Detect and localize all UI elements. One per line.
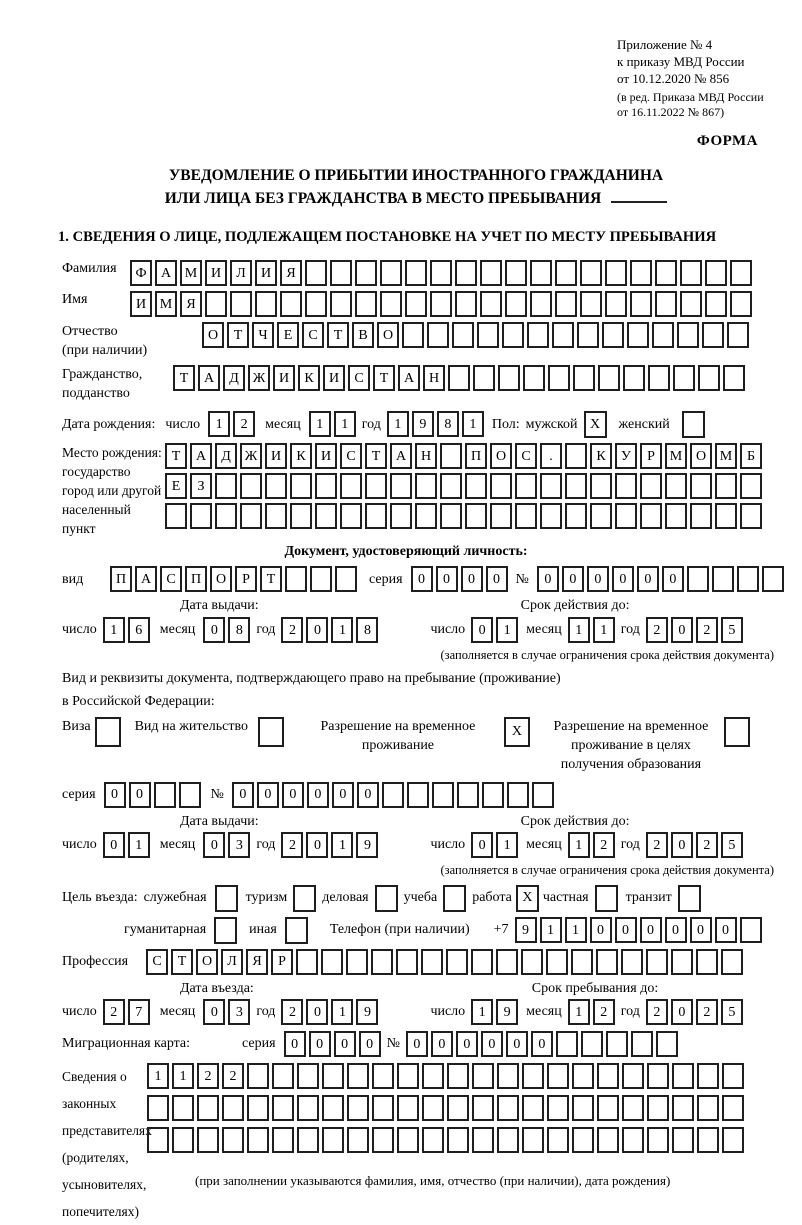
purpose-option-label: работа xyxy=(472,890,512,906)
doc-title-line2: ИЛИ ЛИЦА БЕЗ ГРАЖДАНСТВА В МЕСТО ПРЕБЫВАНИЯ xyxy=(42,187,790,210)
month-label: месяц xyxy=(526,622,562,638)
birthdate-day-label: число xyxy=(165,416,201,432)
citizenship-cells: Т А Д Ж И К И С Т А Н xyxy=(173,365,745,391)
birthdate-year-cells: 1 9 8 1 xyxy=(387,411,484,437)
option-visa-label: Виза xyxy=(62,718,91,734)
month-label: месяц xyxy=(159,1004,196,1020)
identity-doc-expiry-heading: Срок действия до: xyxy=(520,598,630,614)
purpose-study-checkbox xyxy=(443,885,466,912)
migration-card-row xyxy=(62,1031,790,1057)
residence-doc-number-cells: 0 0 0 0 0 0 xyxy=(232,782,554,808)
doc-title-line1: УВЕДОМЛЕНИЕ О ПРИБЫТИИ ИНОСТРАННОГО ГРАЖДАНИНА xyxy=(168,166,664,184)
residence-doc-series-cells: 0 0 xyxy=(104,782,201,808)
residence-doc-series-label: серия xyxy=(62,786,96,802)
doc-title xyxy=(42,165,790,210)
annex-line-edition: (в ред. Приказа МВД России xyxy=(617,90,764,104)
representatives-cells-line3 xyxy=(147,1127,744,1153)
sex-male-checkbox: X xyxy=(584,411,607,438)
identity-issue-day-cells: 1 6 xyxy=(103,617,150,643)
birthdate-row xyxy=(62,411,790,438)
purpose-humanitarian-checkbox xyxy=(214,917,237,944)
annex-line-edition: от 16.11.2022 № 867) xyxy=(617,105,725,119)
residence-doc-expiry-heading: Срок действия до: xyxy=(520,813,630,829)
residence-doc-issue-heading: Дата выдачи: xyxy=(180,813,259,829)
identity-doc-date-headings xyxy=(62,597,790,615)
firstname-label: Имя xyxy=(62,291,88,307)
purpose-tourism-checkbox xyxy=(293,885,316,912)
profession-row xyxy=(62,949,790,975)
year-label: год xyxy=(256,622,276,638)
representatives-cells-line2 xyxy=(147,1095,744,1121)
residence-doc-number-label: № xyxy=(210,786,224,802)
birthdate-label: Дата рождения: xyxy=(62,416,156,432)
annex-reference xyxy=(617,36,802,120)
year-label: год xyxy=(620,837,640,853)
birthdate-month-cells: 1 1 xyxy=(309,411,356,437)
identity-expiry-month-cells: 1 1 xyxy=(568,617,615,643)
birthplace-label: Место рождения: государство город или другой населенный пункт xyxy=(62,444,162,536)
day-label: число xyxy=(430,837,466,853)
purpose-official-checkbox xyxy=(215,885,238,912)
citizenship-row xyxy=(62,365,790,403)
residence-doc-options xyxy=(62,717,790,774)
phone-label: Телефон (при наличии) xyxy=(329,922,470,938)
option-temp-residence-checkbox: X xyxy=(504,717,530,747)
entry-day-cells: 2 7 xyxy=(103,999,150,1025)
option-temp-residence-label: Разрешение на временное проживание xyxy=(320,718,476,753)
identity-doc-heading: Документ, удостоверяющий личность: xyxy=(284,543,528,559)
month-label: месяц xyxy=(526,1004,562,1020)
month-label: месяц xyxy=(159,837,196,853)
purpose-option-label: транзит xyxy=(625,890,672,906)
residence-doc-note: (заполняется в случае ограничения срока действия документа) xyxy=(440,863,774,878)
surname-row xyxy=(62,260,790,286)
purpose-option-label: иная xyxy=(249,922,277,938)
purpose-option-label: гуманитарная xyxy=(124,922,207,938)
stay-month-cells: 1 2 xyxy=(568,999,615,1025)
section1-heading: 1. СВЕДЕНИЯ О ЛИЦЕ, ПОДЛЕЖАЩЕМ ПОСТАНОВКЕ НА УЧЕТ ПО МЕСТУ ПРЕБЫВАНИЯ xyxy=(58,228,717,245)
residence-doc-intro2: в Российской Федерации: xyxy=(62,694,215,710)
residence-doc-date-headings xyxy=(62,813,790,831)
entry-month-cells: 0 3 xyxy=(203,999,250,1025)
stay-day-cells: 1 9 xyxy=(471,999,518,1025)
sex-female-checkbox xyxy=(682,411,705,438)
residence-doc-intro1: Вид и реквизиты документа, подтверждающего право на пребывание (проживание) xyxy=(62,670,561,686)
identity-doc-number-cells: 0 0 0 0 0 0 xyxy=(537,566,784,592)
option-visa-checkbox xyxy=(95,717,121,747)
year-label: год xyxy=(620,622,640,638)
option-temp-residence-education-label: Разрешение на временное проживание в целях получения образования xyxy=(553,718,709,772)
option-visa xyxy=(62,717,121,747)
migration-card-series-label: серия xyxy=(242,1036,276,1052)
identity-expiry-day-cells: 0 1 xyxy=(471,617,518,643)
identity-doc-note: (заполняется в случае ограничения срока действия документа) xyxy=(440,647,774,662)
stay-until-heading: Срок пребывания до: xyxy=(531,980,659,996)
identity-expiry-year-cells: 2 0 2 5 xyxy=(646,617,743,643)
identity-doc-series-label: серия xyxy=(369,571,403,587)
purpose-option-label: частная xyxy=(542,890,589,906)
option-temp-residence xyxy=(298,717,530,755)
surname-cells: Ф А М И Л И Я xyxy=(130,260,752,286)
residence-doc-dates-row xyxy=(62,832,790,858)
residence-expiry-month-cells: 1 2 xyxy=(568,832,615,858)
identity-doc-dates-row xyxy=(62,617,790,643)
month-label: месяц xyxy=(159,622,196,638)
representatives-row xyxy=(62,1063,790,1225)
migration-card-label: Миграционная карта: xyxy=(62,1036,191,1052)
sex-male-label: мужской xyxy=(525,416,578,432)
profession-label: Профессия xyxy=(62,953,129,969)
purpose-option-label: учеба xyxy=(403,890,438,906)
identity-doc-kind-row xyxy=(62,566,790,592)
day-label: число xyxy=(62,622,97,638)
representatives-note: (при заполнении указываются фамилия, имя, отчество (при наличии), дата рождения) xyxy=(195,1173,671,1189)
firstname-cells: И М Я xyxy=(130,291,752,317)
entry-date-heading: Дата въезда: xyxy=(180,980,254,996)
purpose-work-checkbox: X xyxy=(516,885,539,912)
title-underline xyxy=(611,187,667,203)
month-label: месяц xyxy=(526,837,562,853)
purpose-option-label: туризм xyxy=(245,890,288,906)
birthdate-year-label: год xyxy=(361,416,381,432)
day-label: число xyxy=(62,1004,97,1020)
entry-date-headings xyxy=(62,980,790,998)
identity-issue-year-cells: 2 0 1 8 xyxy=(281,617,378,643)
profession-cells: С Т О Л Я Р xyxy=(146,949,743,975)
purpose-transit-checkbox xyxy=(678,885,701,912)
identity-doc-issue-heading: Дата выдачи: xyxy=(180,598,259,614)
residence-doc-series-row xyxy=(62,782,790,808)
identity-doc-number-label: № xyxy=(515,571,529,587)
representatives-cells-line1: 1 1 2 2 xyxy=(147,1063,744,1089)
residence-expiry-day-cells: 0 1 xyxy=(471,832,518,858)
purpose-other-checkbox xyxy=(285,917,308,944)
purpose-private-checkbox xyxy=(595,885,618,912)
annex-line: к приказу МВД России xyxy=(617,54,745,69)
option-residence-permit xyxy=(135,717,284,747)
citizenship-label: Гражданство, подданство xyxy=(62,366,143,401)
birthplace-cells-line2: Е З xyxy=(165,473,762,499)
year-label: год xyxy=(620,1004,640,1020)
patronymic-row xyxy=(62,322,790,360)
migration-card-number-cells: 0 0 0 0 0 0 xyxy=(406,1031,678,1057)
phone-prefix: +7 xyxy=(493,922,509,938)
surname-label: Фамилия xyxy=(62,260,117,276)
option-temp-residence-education xyxy=(542,717,750,774)
birthplace-cells-line1: Т А Д Ж И К И С Т А Н П О С . К У Р М О М Б xyxy=(165,443,762,469)
birthplace-cells-line3 xyxy=(165,503,762,529)
option-temp-residence-education-checkbox xyxy=(724,717,750,747)
entry-dates-row xyxy=(62,999,790,1025)
identity-issue-month-cells: 0 8 xyxy=(203,617,250,643)
day-label: число xyxy=(62,837,97,853)
sex-female-label: женский xyxy=(618,416,670,432)
annex-line: от 10.12.2020 № 856 xyxy=(617,71,730,86)
form-label: ФОРМА xyxy=(696,133,758,149)
day-label: число xyxy=(430,1004,466,1020)
phone-cells: 9 1 1 0 0 0 0 0 0 xyxy=(515,917,762,943)
representatives-label: Сведения о законных представителях (родителях, усыновителях, попечителях) xyxy=(62,1069,152,1220)
migration-card-number-label: № xyxy=(386,1036,400,1052)
firstname-row xyxy=(62,291,790,317)
stay-year-cells: 2 0 2 5 xyxy=(646,999,743,1025)
purpose-option-label: служебная xyxy=(143,890,207,906)
patronymic-label: Отчество (при наличии) xyxy=(62,323,148,358)
annex-line: Приложение № 4 xyxy=(617,37,713,52)
year-label: год xyxy=(256,837,276,853)
birthdate-day-cells: 1 2 xyxy=(208,411,255,437)
residence-issue-year-cells: 2 0 1 9 xyxy=(281,832,378,858)
identity-doc-kind-cells: П А С П О Р Т xyxy=(110,566,357,592)
option-residence-permit-checkbox xyxy=(258,717,284,747)
purpose-option-label: деловая xyxy=(322,890,369,906)
purpose-row2 xyxy=(62,917,790,944)
migration-card-series-cells: 0 0 0 0 xyxy=(284,1031,381,1057)
identity-doc-series-cells: 0 0 0 0 xyxy=(411,566,508,592)
purpose-row xyxy=(62,885,790,912)
residence-expiry-year-cells: 2 0 2 5 xyxy=(646,832,743,858)
patronymic-cells: О Т Ч Е С Т В О xyxy=(202,322,749,348)
purpose-label: Цель въезда: xyxy=(62,890,138,906)
entry-year-cells: 2 0 1 9 xyxy=(281,999,378,1025)
birthdate-month-label: месяц xyxy=(265,416,301,432)
residence-issue-day-cells: 0 1 xyxy=(103,832,150,858)
day-label: число xyxy=(430,622,466,638)
purpose-business-checkbox xyxy=(375,885,398,912)
identity-doc-kind-label: вид xyxy=(62,571,84,587)
residence-issue-month-cells: 0 3 xyxy=(203,832,250,858)
option-residence-permit-label: Вид на жительство xyxy=(134,718,248,734)
sex-label: Пол: xyxy=(491,416,520,432)
birthplace-row xyxy=(62,443,790,538)
year-label: год xyxy=(256,1004,276,1020)
